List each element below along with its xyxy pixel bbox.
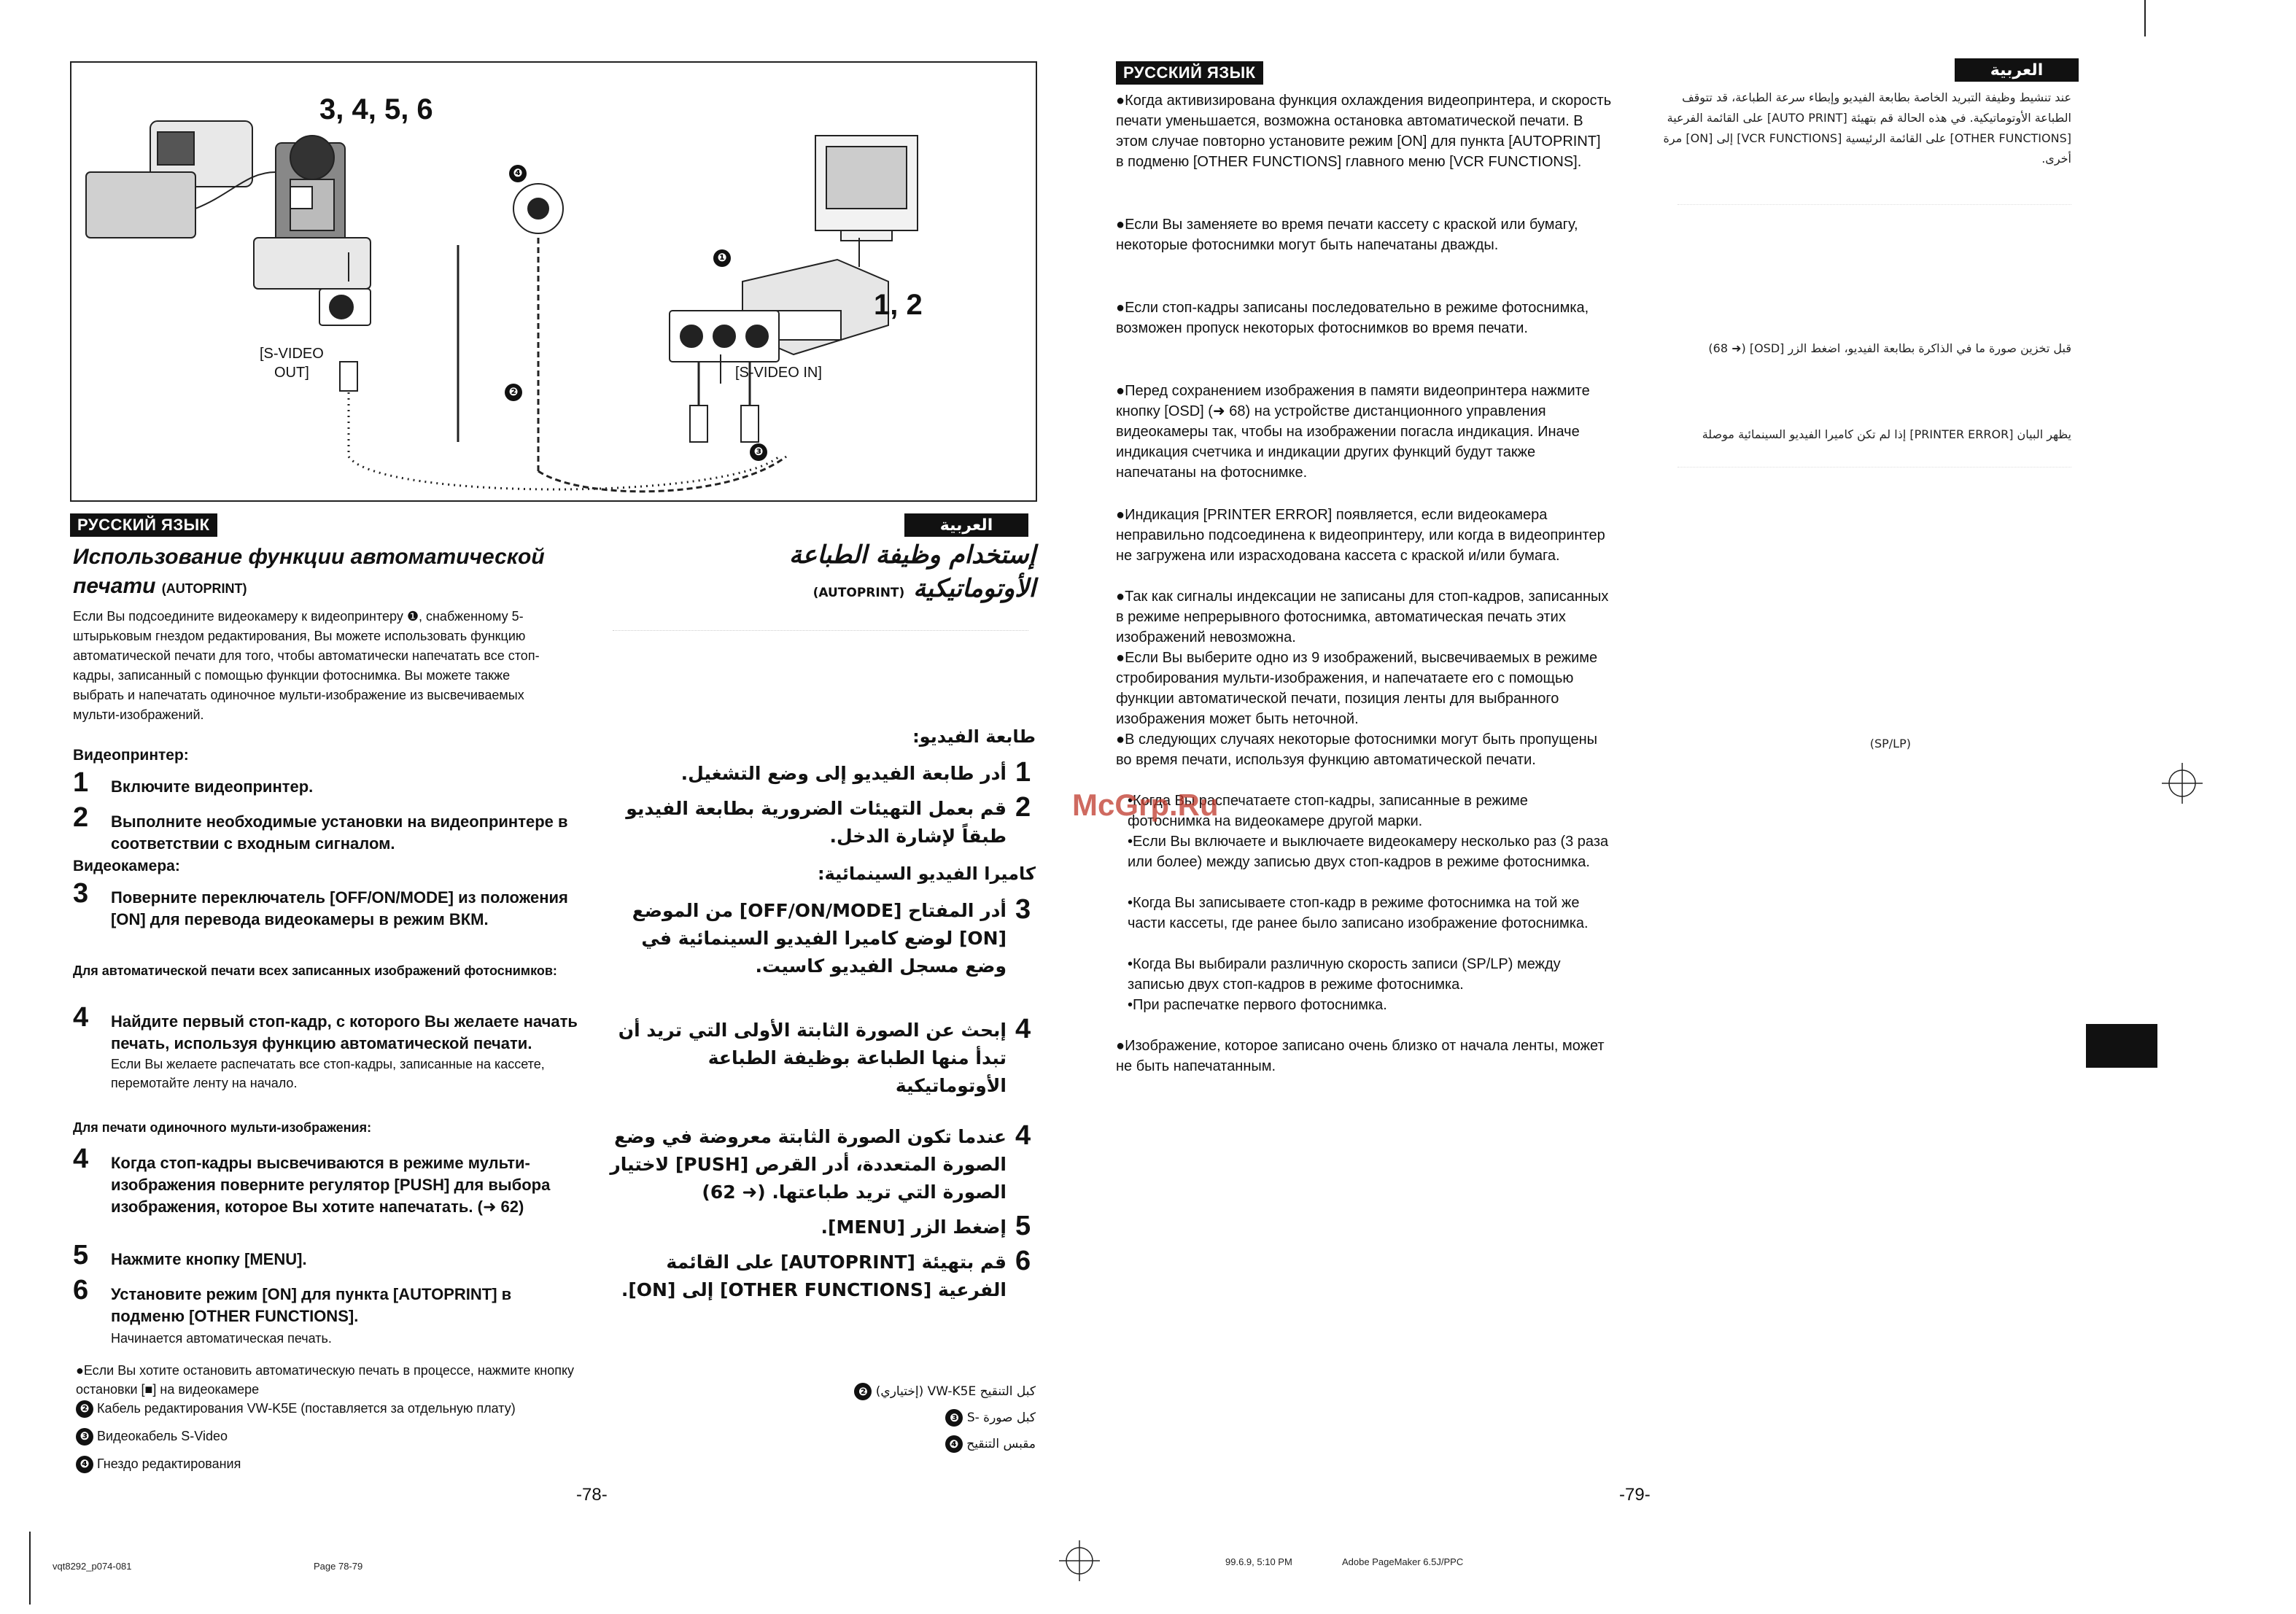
diagram-drawing xyxy=(71,63,1036,500)
arabic-intro-placeholder xyxy=(613,630,1028,718)
crop-line-left xyxy=(29,1532,31,1605)
step-4a: Найдите первый стоп-кадр, с которого Вы желаете начать печать, используя функцию автоматической печати. Если Вы желаете распечатать все стоп-кадры, записанные на кассете, перемотайте ленту на начало. xyxy=(111,1012,578,1090)
diagram-callout-3: ❸ xyxy=(750,443,767,461)
ar-note-sp-lp: (SP/LP) xyxy=(1869,737,1911,750)
ar-step-4b: عندما تكون الصورة الثابتة معروضة في وضع الصورة المتعددة، أدر القرص [PUSH] لاختيار الصورة التي تريد طباعتها. (➜ 62) xyxy=(610,1126,1007,1203)
diagram-label-steps-camera: 3, 4, 5, 6 xyxy=(319,93,433,125)
page-number-left: -78- xyxy=(576,1485,608,1505)
step-2: Выполните необходимые установки на видеопринтере в соответствии с входным сигналом. xyxy=(111,812,568,853)
item-3-svideo-cable: ❸ Видеокабель S-Video xyxy=(76,1427,228,1446)
footer-app: Adobe PageMaker 6.5J/PPC xyxy=(1342,1556,1464,1567)
ar-step-1-number: 1 xyxy=(1015,757,1031,788)
ar-step-4a-number: 4 xyxy=(1015,1014,1031,1044)
ar-item-4: مقبس التنقيح ❹ xyxy=(729,1435,1036,1453)
diagram-callout-1: ❶ xyxy=(713,249,731,267)
note-index-signals: ●Так как сигналы индексации не записаны для стоп-кадров, записанных в режиме непрерывного фотоснимка, автоматическая печать этих изображений невозможна. xyxy=(1116,589,1609,645)
note-near-beginning: ●Изображение, которое записано очень близко от начала ленты, может не быть напечатанным. xyxy=(1116,1038,1605,1074)
note-skip-case-c: •Когда Вы записываете стоп-кадр в режиме фотоснимка на той же части кассеты, где ранее было записано изображение фотоснимка. xyxy=(1128,895,1589,931)
section-print-all: Для автоматической печати всех записанных изображений фотоснимков: xyxy=(73,963,557,978)
badge-russian-left: РУССКИЙ ЯЗЫК xyxy=(70,513,217,537)
ar-step-2: قم بعمل التهيئات الضرورية بطابعة الفيديو طبقاً لإشارة الدخل. xyxy=(626,798,1007,847)
note-skip-case-d: •Когда Вы выбирали различную скорость записи (SP/LP) между записью двух стоп-кадров в режиме фотоснимка. xyxy=(1128,956,1561,993)
ar-step-5: إضغط الزر [MENU]. xyxy=(821,1217,1007,1238)
step-6: Установите режим [ON] для пункта [AUTOPRINT] в подменю [OTHER FUNCTIONS]. Начинается автоматическая печать. xyxy=(111,1285,512,1346)
thumb-tab-marker xyxy=(2086,1024,2157,1068)
section-printer: Видеопринтер: xyxy=(73,747,189,764)
ar-item-2: كبل التنقيح VW-K5E (إختياري) ❷ xyxy=(729,1383,1036,1400)
arabic-title: إستخدام وظيفة الطباعة الأوتوماتيكية (AUTOPRINT) xyxy=(788,540,1036,603)
diagram-callout-4: ❹ xyxy=(509,165,527,182)
note-skip-case-e: •При распечатке первого фотоснимка. xyxy=(1128,997,1387,1013)
badge-russian-right: РУССКИЙ ЯЗЫК xyxy=(1116,61,1263,85)
note-replace-cassette: ●Если Вы заменяете во время печати кассету с краской или бумагу, некоторые фотоснимки могут быть напечатаны дважды. xyxy=(1116,217,1578,253)
arabic-section-printer: طابعة الفيديو: xyxy=(912,726,1036,747)
step-4a-number: 4 xyxy=(73,1002,89,1033)
note-skip-case-a: •Когда Вы распечатаете стоп-кадры, записанные в режиме фотоснимка на видеокамере другой марки. xyxy=(1128,793,1528,829)
footer-page: Page 78-79 xyxy=(314,1561,363,1572)
note-skip-case-b: •Если Вы включаете и выключаете видеокамеру несколько раз (3 раза или более) между записью двух стоп-кадров в режиме фотоснимка. xyxy=(1128,834,1609,870)
ar-step-5-number: 5 xyxy=(1015,1211,1031,1241)
ar-step-6: قم بتهيئة [AUTOPRINT] على القائمة الفرعية [OTHER FUNCTIONS] إلى [ON]. xyxy=(621,1252,1007,1300)
section-camera: Видеокамера: xyxy=(73,858,180,874)
ar-step-4b-number: 4 xyxy=(1015,1120,1031,1151)
page-title-russian: Использование функции автоматической печати (AUTOPRINT) xyxy=(73,545,545,598)
ar-note-osd: قبل تخزين صورة ما في الذاكرة بطابعة الفيديو، اضغط الزر [OSD] (➜ 68) xyxy=(1708,341,2071,355)
diagram-label-svideo-out: [S-VIDEO OUT] xyxy=(260,346,324,381)
ar-step-1: أدر طابعة الفيديو إلى وضع التشغيل. xyxy=(680,763,1007,784)
ar-step-3: أدر المفتاح [OFF/ON/MODE] من الموضع [ON] لوضع كاميرا الفيديو السينمائية في وضع مسجل الفيديو كاسيت. xyxy=(632,900,1007,977)
ar-step-6-number: 6 xyxy=(1015,1246,1031,1276)
note-skip-cases: ●В следующих случаях некоторые фотоснимки могут быть пропущены во время печати, используя функцию автоматической печати. xyxy=(1116,732,1598,768)
step-5-number: 5 xyxy=(73,1240,89,1270)
note-sequential: ●Если стоп-кадры записаны последовательно в режиме фотоснимка, возможен пропуск некоторых фотоснимков во время печати. xyxy=(1116,300,1589,336)
note-cooling: ●Когда активизирована функция охлаждения видеопринтера, и скорость печати уменьшается, возможна остановка автоматической печати. В этом случае повторно установите режим [ON] для пункта [AUTOPRINT] в подменю [OTHER FUNCTIONS] главного меню [VCR FUNCTIONS]. xyxy=(1116,93,1612,170)
arabic-section-camera: كاميرا الفيديو السينمائية: xyxy=(817,864,1036,884)
step-1-number: 1 xyxy=(73,767,89,798)
badge-arabic-right: العربية xyxy=(1955,58,2079,82)
crop-line-right xyxy=(2144,0,2146,36)
footer-date: 99.6.9, 5:10 PM xyxy=(1225,1556,1292,1567)
step-4b-number: 4 xyxy=(73,1144,89,1174)
step-3: Поверните переключатель [OFF/ON/MODE] из положения [ON] для перевода видеокамеры в режим ВКМ. xyxy=(111,888,568,928)
ar-step-3-number: 3 xyxy=(1015,894,1031,925)
step-1: Включите видеопринтер. xyxy=(111,777,314,796)
diagram-label-steps-printer: 1, 2 xyxy=(874,289,923,321)
diagram-label-svideo-in: [S-VIDEO IN] xyxy=(735,365,822,381)
step-4b: Когда стоп-кадры высвечиваются в режиме мульти-изображения поверните регулятор [PUSH] для выбора изображения, которое Вы хотите напечатать. (➜ 62) xyxy=(111,1154,551,1216)
badge-arabic-left: العربية xyxy=(904,513,1028,537)
item-4-edit-jack: ❹ Гнездо редактирования xyxy=(76,1454,241,1474)
step-6-number: 6 xyxy=(73,1275,89,1305)
ar-step-4a: إبحث عن الصورة الثابتة الأولى التي تريد أن تبدأ منها الطباعة بوظيفة الطباعة الأوتوماتيكية xyxy=(618,1020,1007,1096)
note-stop-printing: ●Если Вы хотите остановить автоматическую печать в процессе, нажмите кнопку остановки [■] на видеокамере xyxy=(76,1363,575,1397)
ar-note-cooling: عند تنشيط وظيفة التبريد الخاصة بطابعة الفيديو وإبطاء سرعة الطباعة، قد تتوقف الطباعة الأوتوماتيكية. في هذه الحالة قم بتهيئة [AUTO PRINT] على القائمة الفرعية [OTHER FUNCTIONS] على القائمة الرئيسية [VCR FUNCTIONS] إلى [ON] مرة أخرى. xyxy=(1663,90,2071,166)
ar-notes-placeholder-1 xyxy=(1678,204,2071,322)
footer-filename: vqt8292_p074-081 xyxy=(53,1561,132,1572)
registration-mark-bottom xyxy=(1059,1540,1100,1581)
connection-diagram xyxy=(70,61,1037,502)
ar-notes-placeholder-2 xyxy=(1678,467,2071,730)
ar-note-printer-error: يظهر البيان [PRINTER ERROR] إذا لم تكن كاميرا الفيديو السينمائية موصلة xyxy=(1702,427,2071,441)
ar-step-2-number: 2 xyxy=(1015,792,1031,823)
edit-jack-closeup xyxy=(513,184,563,233)
diagram-callout-2: ❷ xyxy=(505,384,522,401)
step-5: Нажмите кнопку [MENU]. xyxy=(111,1250,307,1268)
note-multi-image: ●Если Вы выберите одно из 9 изображений, высвечиваемых в режиме стробирования мульти-изображения, и напечатаете его с помощью функции автоматической печати, позиция ленты для выбранного изображения может быть неточной. xyxy=(1116,650,1598,727)
item-2-editing-cable: ❷ Кабель редактирования VW-K5E (поставляется за отдельную плату) xyxy=(76,1399,601,1419)
section-print-single: Для печати одиночного мульти-изображения: xyxy=(73,1120,372,1135)
note-osd: ●Перед сохранением изображения в памяти видеопринтера нажмите кнопку [OSD] (➜ 68) на устройстве дистанционного управления видеокамеры так, чтобы на изображении погасла индикация. Иначе индикация счетчика и индикации других функций будут также напечатаны на фотоснимке. xyxy=(1116,383,1590,481)
intro-paragraph: Если Вы подсоедините видеокамеру к видеопринтеру ❶, снабженному 5-штырьковым гнездом редактирования, Вы можете использовать функцию автоматической печати для того, чтобы автоматически напечатать все стоп-кадры, записанный с помощью функции фотоснимка. Вы можете также выбрать и напечатать одиночное мульти-изображение из высвечиваемых мульти-изображений. xyxy=(73,609,540,722)
note-printer-error: ●Индикация [PRINTER ERROR] появляется, если видеокамера неправильно подсоединена к видеопринтеру, или когда в видеопринтер не загружена или израсходована кассета с краской и/или бумага. xyxy=(1116,507,1605,564)
svideo-out-closeup xyxy=(319,289,371,325)
ar-item-3: كبل صورة -S ❸ xyxy=(729,1409,1036,1427)
page-number-right: -79- xyxy=(1619,1485,1651,1505)
svideo-in-closeup xyxy=(670,311,779,362)
step-3-number: 3 xyxy=(73,878,89,909)
step-2-number: 2 xyxy=(73,802,89,833)
registration-mark-right xyxy=(2162,763,2203,804)
watermark: McGrp.Ru xyxy=(1072,788,1219,822)
tv-monitor-illustration xyxy=(815,136,918,241)
